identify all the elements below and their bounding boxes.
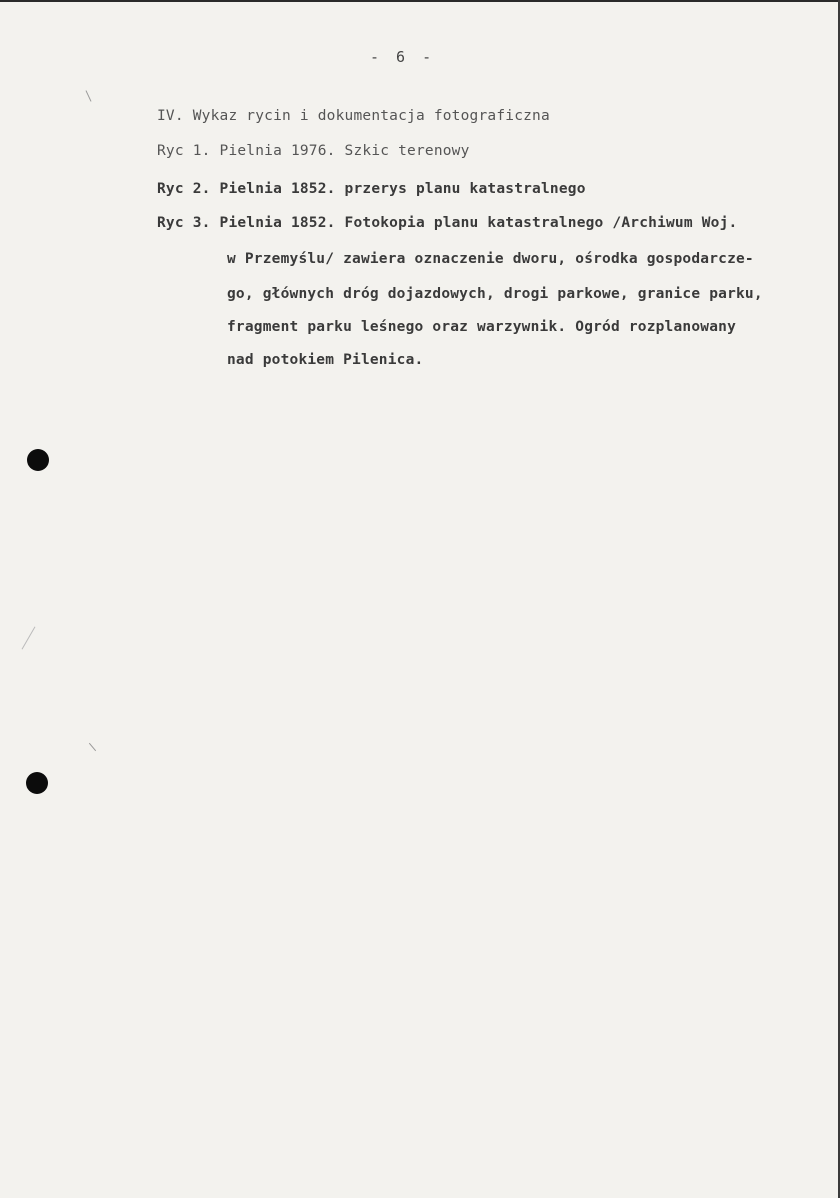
- figure-entry-3-continuation: nad potokiem Pilenica.: [227, 352, 424, 368]
- paper-mark: [86, 90, 92, 101]
- figure-entry-3-continuation: fragment parku leśnego oraz warzywnik. Ogród rozplanowany: [227, 319, 736, 335]
- page-top-edge: [0, 0, 840, 2]
- paper-mark: [22, 626, 36, 649]
- punch-hole-icon: [26, 772, 48, 794]
- page-number: - 6 -: [370, 48, 436, 66]
- figure-entry-2: Ryc 2. Pielnia 1852. przerys planu katastralnego: [157, 181, 586, 197]
- paper-mark: [89, 743, 96, 751]
- figure-entry-3-continuation: w Przemyślu/ zawiera oznaczenie dworu, ośrodka gospodarcze-: [227, 251, 754, 267]
- figure-entry-3: Ryc 3. Pielnia 1852. Fotokopia planu katastralnego /Archiwum Woj.: [157, 215, 738, 231]
- figure-entry-1: Ryc 1. Pielnia 1976. Szkic terenowy: [157, 143, 470, 159]
- section-heading: IV. Wykaz rycin i dokumentacja fotograficzna: [157, 108, 550, 124]
- figure-entry-3-continuation: go, głównych dróg dojazdowych, drogi parkowe, granice parku,: [227, 286, 763, 302]
- punch-hole-icon: [27, 449, 49, 471]
